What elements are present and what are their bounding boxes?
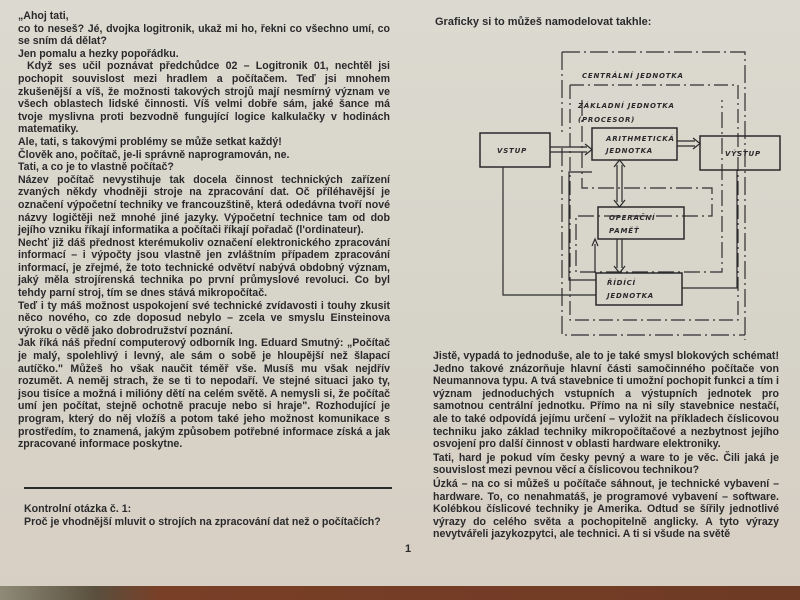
alu-label-1: ARITHMETICKÁ [606, 135, 675, 143]
paragraph-hardware-answer: Úzká – na co si můžeš u počítače sáhnout, je technické vybavení – hardware. To, co nenahmatáš, je programové vybavení – software. Kolébkou číslicové techniky je Amerika. Odtud se šířily jednotlivé výrazy do celého světa a pochopitelně anglicky. A tyto výrazy nevytvářeli jazykozpytci, ale technici. A ti si všude na světě [433, 477, 779, 541]
block-diagram [470, 40, 790, 340]
output-label: VÝSTUP [725, 150, 761, 158]
paragraph-information-processing: Nechť již dáš přednost kterémukoliv označení elektronického zpracování informací – i výpočty jsou vlastně jen zvláštním případem zpracování informací, je zřejmé, že toto technické odvětví nabývá obdobný význam, jaký měla strojírenská technika po první průmyslové revoluci. Co byl tehdy parní stroj, tím se dnes stává mikropočítač. [18, 236, 390, 300]
section-divider [24, 487, 392, 489]
paragraph-name-computer: Název počítač nevystihuje tak docela činnost technických zařízení zvaných někdy vhodněji stroje na zpracování dat. Oč příléhavější je označení výpočetní techniky ve francouzštině, která odedávna tvoří nové názvy logičtěji než mnohé jiné jazyky. Výpočetní technice tam od dob jejího vzniku říkají informatika a počítači říkají pořadač (l'ordinateur). [18, 173, 390, 237]
control-unit-label-2: JEDNOTKA [607, 292, 655, 300]
memory-label-1: OPERAČNÍ [609, 214, 656, 222]
paragraph-answer-slowly: Jen pomalu a hezky popořádku. [18, 47, 179, 60]
memory-label-2: PAMĚŤ [609, 227, 640, 235]
paragraph-human-yes: Člověk ano, počítač, je-li správně naprogramován, ne. [18, 148, 290, 161]
control-unit-label-1: ŘÍDÍCÍ [607, 279, 636, 287]
page-number: 1 [405, 543, 412, 555]
paragraph-block-schema: Jistě, vypadá to jednoduše, ale to je také smysl blokových schémat! Jedno takové znázorňuje hlavní části samočinného počítače von Neumannova typu. A tvá stavebnice ti umožní pochopit funkci a tím i význam jednoduchých vstupních a výstupních jednotek pro samotnou centrální jednotku. Přímo na ni síly stavebnice nestačí, ale to také odpovídá jejímu určení – vyložit na příkladech číslicovou techniku jako základ techniky mikropočítačové a nezbytnost jejího osvojení pro další činnost v oblasti hardware elektroniky. [433, 350, 779, 451]
alu-label-2: JEDNOTKA [606, 147, 654, 155]
input-label: VSTUP [497, 147, 528, 155]
paragraph-smutny-quote: Jak říká náš přední computerový odborník Ing. Eduard Smutný: „Počítač je malý, spolehlivý i levný, ale sám o sobě je hloupější než šlapací autíčko." Můžeš ho však naučit téměř vše. Musíš mu však nejdřív rozumět. A neměj strach, že se ti to nepodaří. Ve stejné situaci jako ty, jsou tisíce a možná i milióny dětí na celém světě. A nemysli si, že počítač umí jen počítat, stejně ochotně pracuje nebo si hraje". Rozhodující je program, který do něj vložíš a potom také jeho možnost komunikace s prostředím, to znamená, jakým způsobem potřebné informace získá a jak zpracované informace poskytne. [18, 337, 390, 451]
alu-box [592, 128, 677, 160]
paragraph-question-child: co to neseš? Jé, dvojka logitronik, ukaž mi ho, řekni co všechno umí, co se sním dá dělat? [18, 22, 390, 48]
paragraph-what-is-computer: Tati, a co je to vlastně počítač? [18, 161, 174, 174]
processor-label: (PROCESOR) [578, 116, 636, 124]
control-question [24, 503, 392, 528]
paragraph-hardware-question: Tati, hard je pokud vím česky pevný a ware to je věc. Čili jaká je souvislost mezi pevnou věcí a číslicovou technikou? [433, 451, 779, 477]
control-unit-box [596, 273, 682, 305]
paragraph-greeting: „Ahoj tati, [18, 10, 69, 22]
table-surface [0, 586, 800, 600]
central-unit-label: CENTRÁLNÍ JEDNOTKA [582, 72, 684, 80]
control-question-title: Kontrolní otázka č. 1: [24, 503, 132, 515]
paragraph-curiosity: Teď i ty máš možnost uspokojení své technické zvídavosti i touhy zkusit něco nového, co zde doposud nebylo – zcela ve smyslu Einsteinova výroku o vědě jako dobrodružství poznání. [18, 299, 390, 337]
right-text-column [433, 350, 779, 542]
control-question-text: Proč je vhodnější mluvit o strojích na zpracování dat než o počítačích? [24, 515, 381, 528]
paragraph-logitronik-intro: Když ses učil poznávat předchůdce 02 – Logitronik 01, nechtěl jsi pochopit souvislost mezi hradlem a počítačem. Teď jsi mnohem zkušenější a víš, že možnosti takových strojů mají nesmírný význam ve všech oblastech lidské činnosti. Víš velmi dobře sám, jaké šance má tvoje myslivna proti bezvodně fungující logice kalkulačky v hodinách matematiky. [18, 60, 390, 136]
paragraph-problems: Ale, tati, s takovými problémy se může setkat každý! [18, 135, 282, 148]
left-text-column [18, 10, 390, 451]
diagram-caption: Graficky si to můžeš namodelovat takhle: [435, 16, 652, 28]
basic-unit-label: ZÁKLADNÍ JEDNOTKA [578, 102, 675, 110]
